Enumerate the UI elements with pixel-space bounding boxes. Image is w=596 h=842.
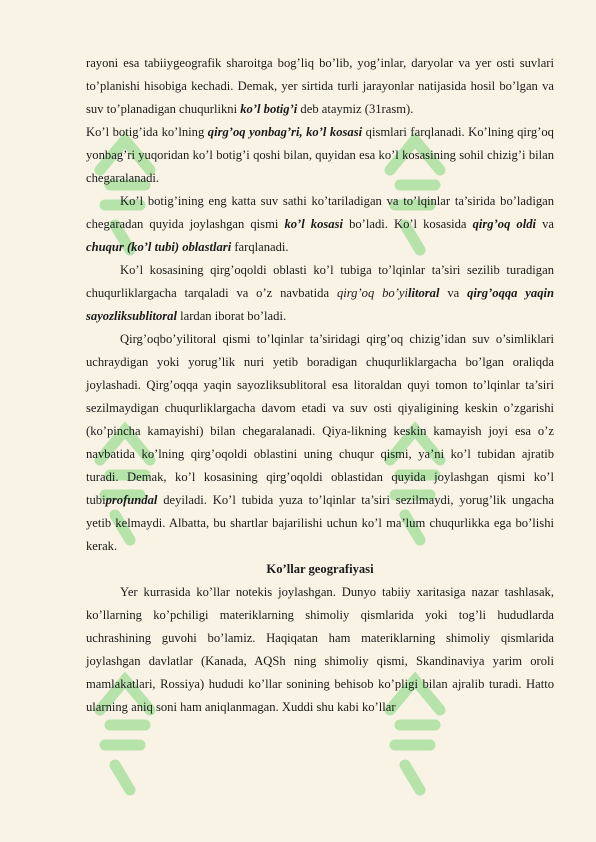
emphasized-term: ko’l botig’i: [240, 102, 298, 116]
text-run: Ko’l botig’ida ko’lning: [86, 125, 208, 139]
paragraph-p4: [86, 259, 554, 328]
text-run: Ko’l botig’ining eng katta suv sathi ko’tariladigan va to’lqinlar ta’sirida bo’ladigan chegaradan quyida joylashgan qismi: [86, 194, 554, 231]
emphasized-term: qirg’oqqa yaqin sayozliksublitoral: [86, 286, 554, 323]
paragraph-p5: [86, 328, 554, 558]
document-page: [86, 52, 554, 719]
section-heading: Ko’llar geografiyasi: [266, 562, 374, 576]
emphasized-term: qirg’oq yonbag’ri, ko’l kosasi: [207, 125, 363, 139]
text-run: Yer kurrasida ko’llar notekis joylashgan. Dunyo tabiiy xaritasiga nazar tashlasak, ko’llarning ko’pchiligi materiklarning shimoliy qismlarida yoki tog’li hududlarda uchrashining guvohi bo’lamiz. Haqiqatan ham materiklarning shimoliy qismlarida joylashgan davlatlar (Kanada, AQSh ning shimoliy qismi, Skandinaviya yarim oroli mamlakatlari, Rossiya) hududi ko’llar sonining behisob ko’pligi bilan ajralib turadi. Hatto ularning aniq soni ham aniqlanmagan. Xuddi shu kabi ko’llar: [86, 585, 554, 714]
paragraph-p3: [86, 190, 554, 259]
paragraph-p2: [86, 121, 554, 190]
text-run: rayoni esa tabiiygeografik sharoitga bog’liq bo’lib, yog’inlar, daryolar va yer osti suvlari to’planishi hisobiga kechadi. Demak, yer sirtida turli jarayonlar natijasida hosil bo’lgan va suv to’planadigan chuqurlikni: [86, 56, 554, 116]
emphasized-term: qirg’oq bo’yi: [336, 286, 408, 300]
emphasized-term: litoral: [407, 286, 440, 300]
body-text-before-heading: [86, 52, 554, 558]
text-run: va: [439, 286, 468, 300]
text-run: qismlari farqlanadi. Ko’lning qirg’oq yonbag’ri yuqoridan ko’l botig’i qoshi bilan, quyidan esa ko’l kosasining sohil chizig’i bilan chegaralanadi.: [86, 125, 554, 185]
text-run: lardan iborat bo’ladi.: [176, 309, 287, 323]
text-run: Qirg’oqbo’yilitoral qismi to’lqinlar ta’siridagi qirg’oq chizig’idan suv o’simliklari uchraydigan yoki yorug’lik nuri yetib boradigan chuqurliklargacha bo’lgan oraliqda joylashadi. Qirg’oqqa yaqin sayozliksublitoral esa litoraldan quyi tomon to’lqinlar ta’siri sezilmaydigan chuqurliklargacha davom etadi va suv osti qiyaligining keskin o’zgarishi (ko’pincha kamayishi) bilan chegaralanadi. Qiya-likning keskin kamayish joyi esa o’z navbatida ko’lning qirg’oqoldi oblastini uning chuqur qismi, ya’ni ko’l tubidan ajratib turadi. Demak, ko’l kosasining qirg’oqoldi oblastidan quyida joylashgan qismi ko’l tubi: [86, 332, 554, 507]
text-run: deb ataymiz (31rasm).: [297, 102, 414, 116]
text-run: farqlanadi.: [231, 240, 289, 254]
text-run: deyiladi. Ko’l tubida yuza to’lqinlar ta’siri sezilmaydi, yorug’lik ungacha yetib kelmaydi. Albatta, bu shartlar bajarilishi uchun ko’l ma’lum chuqurlikka ega bo’lishi kerak.: [86, 493, 554, 553]
body-text-after-heading: [86, 581, 554, 719]
emphasized-term: chuqur (ko’l tubi) oblastlari: [86, 240, 232, 254]
emphasized-term: ko’l kosasi: [284, 217, 344, 231]
paragraph-p6: [86, 581, 554, 719]
emphasized-term: qirg’oq oldi: [472, 217, 537, 231]
text-run: Ko’l kosasining qirg’oqoldi oblasti ko’l tubiga to’lqinlar ta’siri sezilib turadigan chuqurliklargacha tarqaladi va o’z navbatida: [86, 263, 554, 300]
emphasized-term: profundal: [105, 493, 158, 507]
text-run: va: [536, 217, 554, 231]
text-run: bo’ladi. Ko’l kosasida: [343, 217, 473, 231]
paragraph-p1: [86, 52, 554, 121]
